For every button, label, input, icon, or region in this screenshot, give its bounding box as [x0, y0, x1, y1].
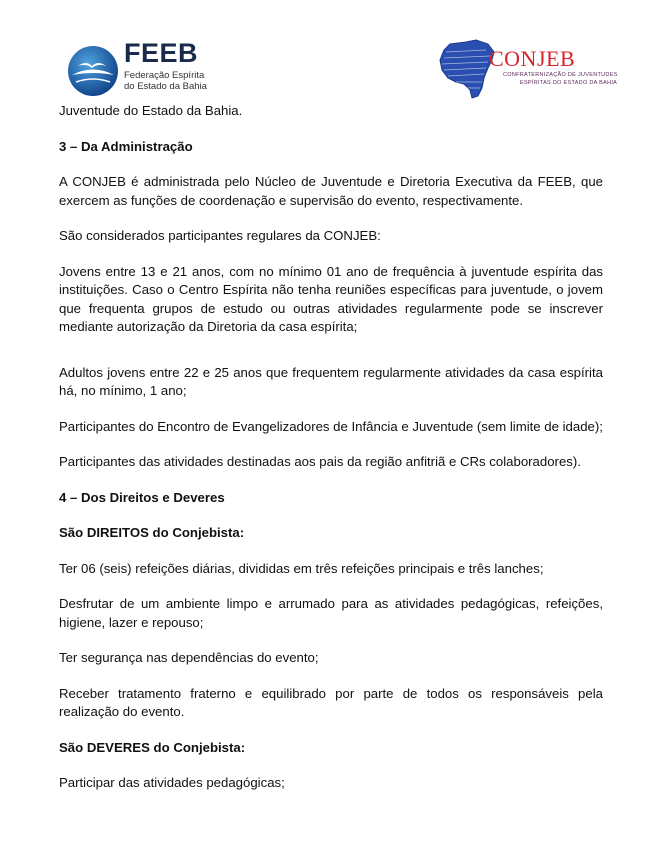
paragraph: Ter segurança nas dependências do evento;: [59, 650, 319, 665]
feeb-subtitle-line1: Federação Espírita: [124, 70, 205, 81]
paragraph: Adultos jovens entre 22 e 25 anos que frequentem regularmente atividades da casa espírita há, no mínimo, 1 ano;: [59, 364, 603, 398]
paragraph: Participantes das atividades destinadas aos pais da região anfitriã e CRs colaboradores).: [59, 454, 581, 469]
paragraph: Desfrutar de um ambiente limpo e arrumado para as atividades pedagógicas, refeições, higiene, lazer e repouso;: [59, 596, 603, 630]
paragraph: Juventude do Estado da Bahia.: [59, 103, 243, 118]
document-body: [59, 100, 603, 793]
conjeb-subtitle-line2: ESPÍRITAS DO ESTADO DA BAHIA: [520, 80, 618, 86]
paragraph: Jovens entre 13 e 21 anos, com no mínimo 01 ano de frequência à juventude espírita das instituições. Caso o Centro Espírita não tenha reuniões específicas para juventude, o jovem que frequenta grupos de estudo ou outras atividades regularmente pode se inscrever mediante autorização da Diretoria da casa espírita;: [59, 263, 603, 334]
conjeb-name: CONJEB: [489, 46, 576, 71]
paragraph: A CONJEB é administrada pelo Núcleo de Juventude e Diretoria Executiva da FEEB, que exercem as funções de coordenação e supervisão do evento, respectivamente.: [59, 174, 603, 208]
conjeb-subtitle-line1: CONFRATERNIZAÇÃO DE JUVENTUDES: [503, 72, 618, 78]
feeb-logo: [66, 40, 206, 100]
feeb-subtitle-line2: do Estado da Bahia: [124, 81, 207, 92]
paragraph: Ter 06 (seis) refeições diárias, divididas em três refeições principais e três lanches;: [59, 560, 544, 576]
direitos-heading: São DIREITOS do Conjebista:: [59, 525, 245, 540]
paragraph: São considerados participantes regulares da CONJEB:: [59, 228, 381, 243]
paragraph: Participar das atividades pedagógicas;: [59, 775, 285, 790]
feeb-name: FEEB: [124, 38, 199, 68]
paragraph: Participantes do Encontro de Evangelizadores de Infância e Juventude (sem limite de idade);: [59, 418, 603, 434]
section-heading-3: 3 – Da Administração: [59, 138, 193, 154]
page-header: [0, 0, 661, 100]
conjeb-logo: [436, 38, 616, 102]
feeb-emblem-icon: [66, 44, 120, 98]
paragraph: Receber tratamento fraterno e equilibrado por parte de todos os responsáveis pela realização do evento.: [59, 685, 603, 719]
deveres-heading: São DEVERES do Conjebista:: [59, 739, 246, 755]
section-heading-4: 4 – Dos Direitos e Deveres: [59, 489, 225, 505]
